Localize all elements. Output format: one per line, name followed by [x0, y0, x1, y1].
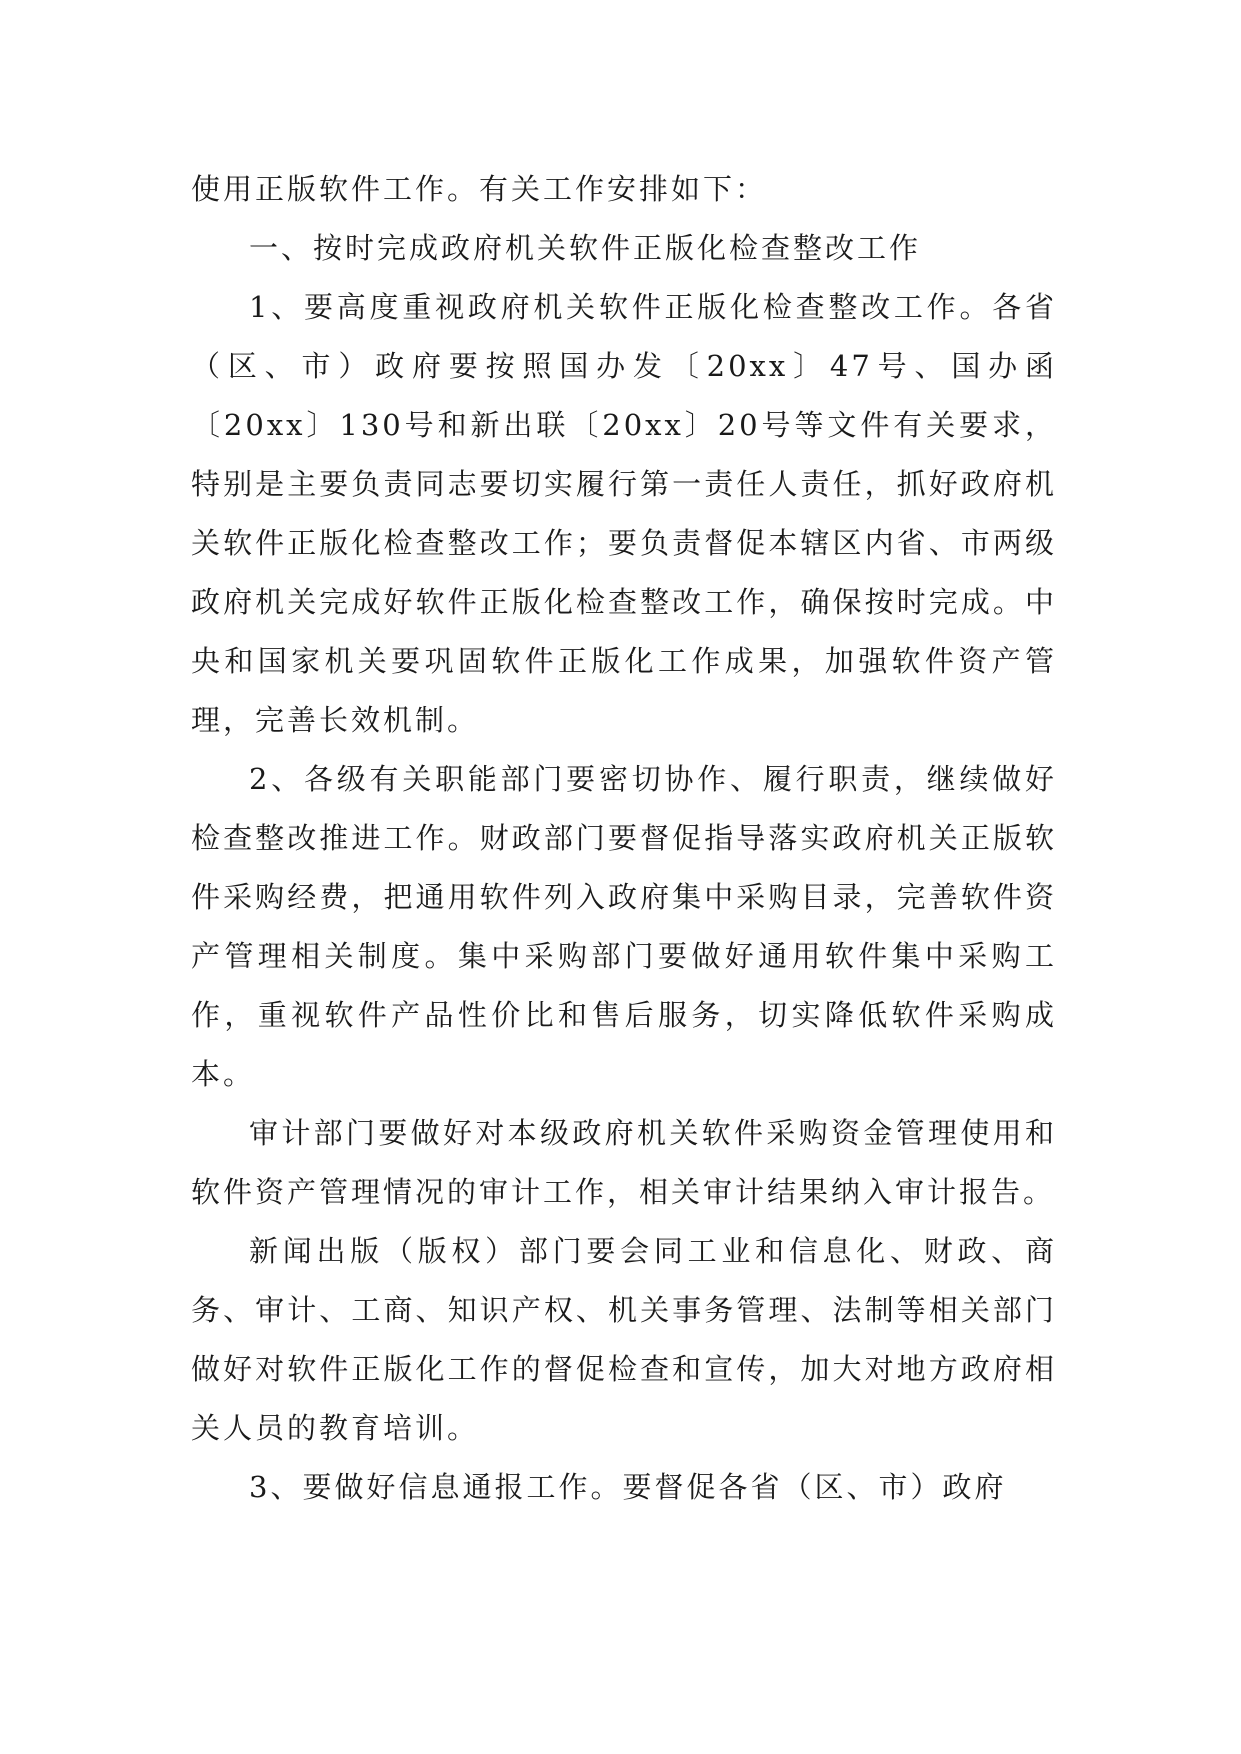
paragraph-item-3: 3、要做好信息通报工作。要督促各省（区、市）政府 [249, 1470, 1007, 1504]
paragraph-audit: 审计部门要做好对本级政府机关软件采购资金管理使用和软件资产管理情况的审计工作，相关审计结果纳入审计报告。 [191, 1116, 1057, 1209]
section-heading-1: 一、按时完成政府机关软件正版化检查整改工作 [249, 231, 922, 265]
paragraph-item-2: 2、各级有关职能部门要密切协作、履行职责，继续做好检查整改推进工作。财政部门要督促指导落实政府机关正版软件采购经费，把通用软件列入政府集中采购目录，完善软件资产管理相关制度。集中采购部门要做好通用软件集中采购工作，重视软件产品性价比和售后服务，切实降低软件采购成本。 [191, 762, 1057, 1091]
paragraph-press: 新闻出版（版权）部门要会同工业和信息化、财政、商务、审计、工商、知识产权、机关事务管理、法制等相关部门做好对软件正版化工作的督促检查和宣传，加大对地方政府相关人员的教育培训。 [191, 1234, 1057, 1445]
document-page [191, 160, 1057, 1517]
paragraph-item-1: 1、要高度重视政府机关软件正版化检查整改工作。各省（区、市）政府要按照国办发〔20xx〕47号、国办函〔20xx〕130号和新出联〔20xx〕20号等文件有关要求，特别是主要负责同志要切实履行第一责任人责任，抓好政府机关软件正版化检查整改工作；要负责督促本辖区内省、市两级政府机关完成好软件正版化检查整改工作，确保按时完成。中央和国家机关要巩固软件正版化工作成果，加强软件资产管理，完善长效机制。 [191, 290, 1057, 737]
paragraph-intro: 使用正版软件工作。有关工作安排如下： [191, 172, 768, 206]
